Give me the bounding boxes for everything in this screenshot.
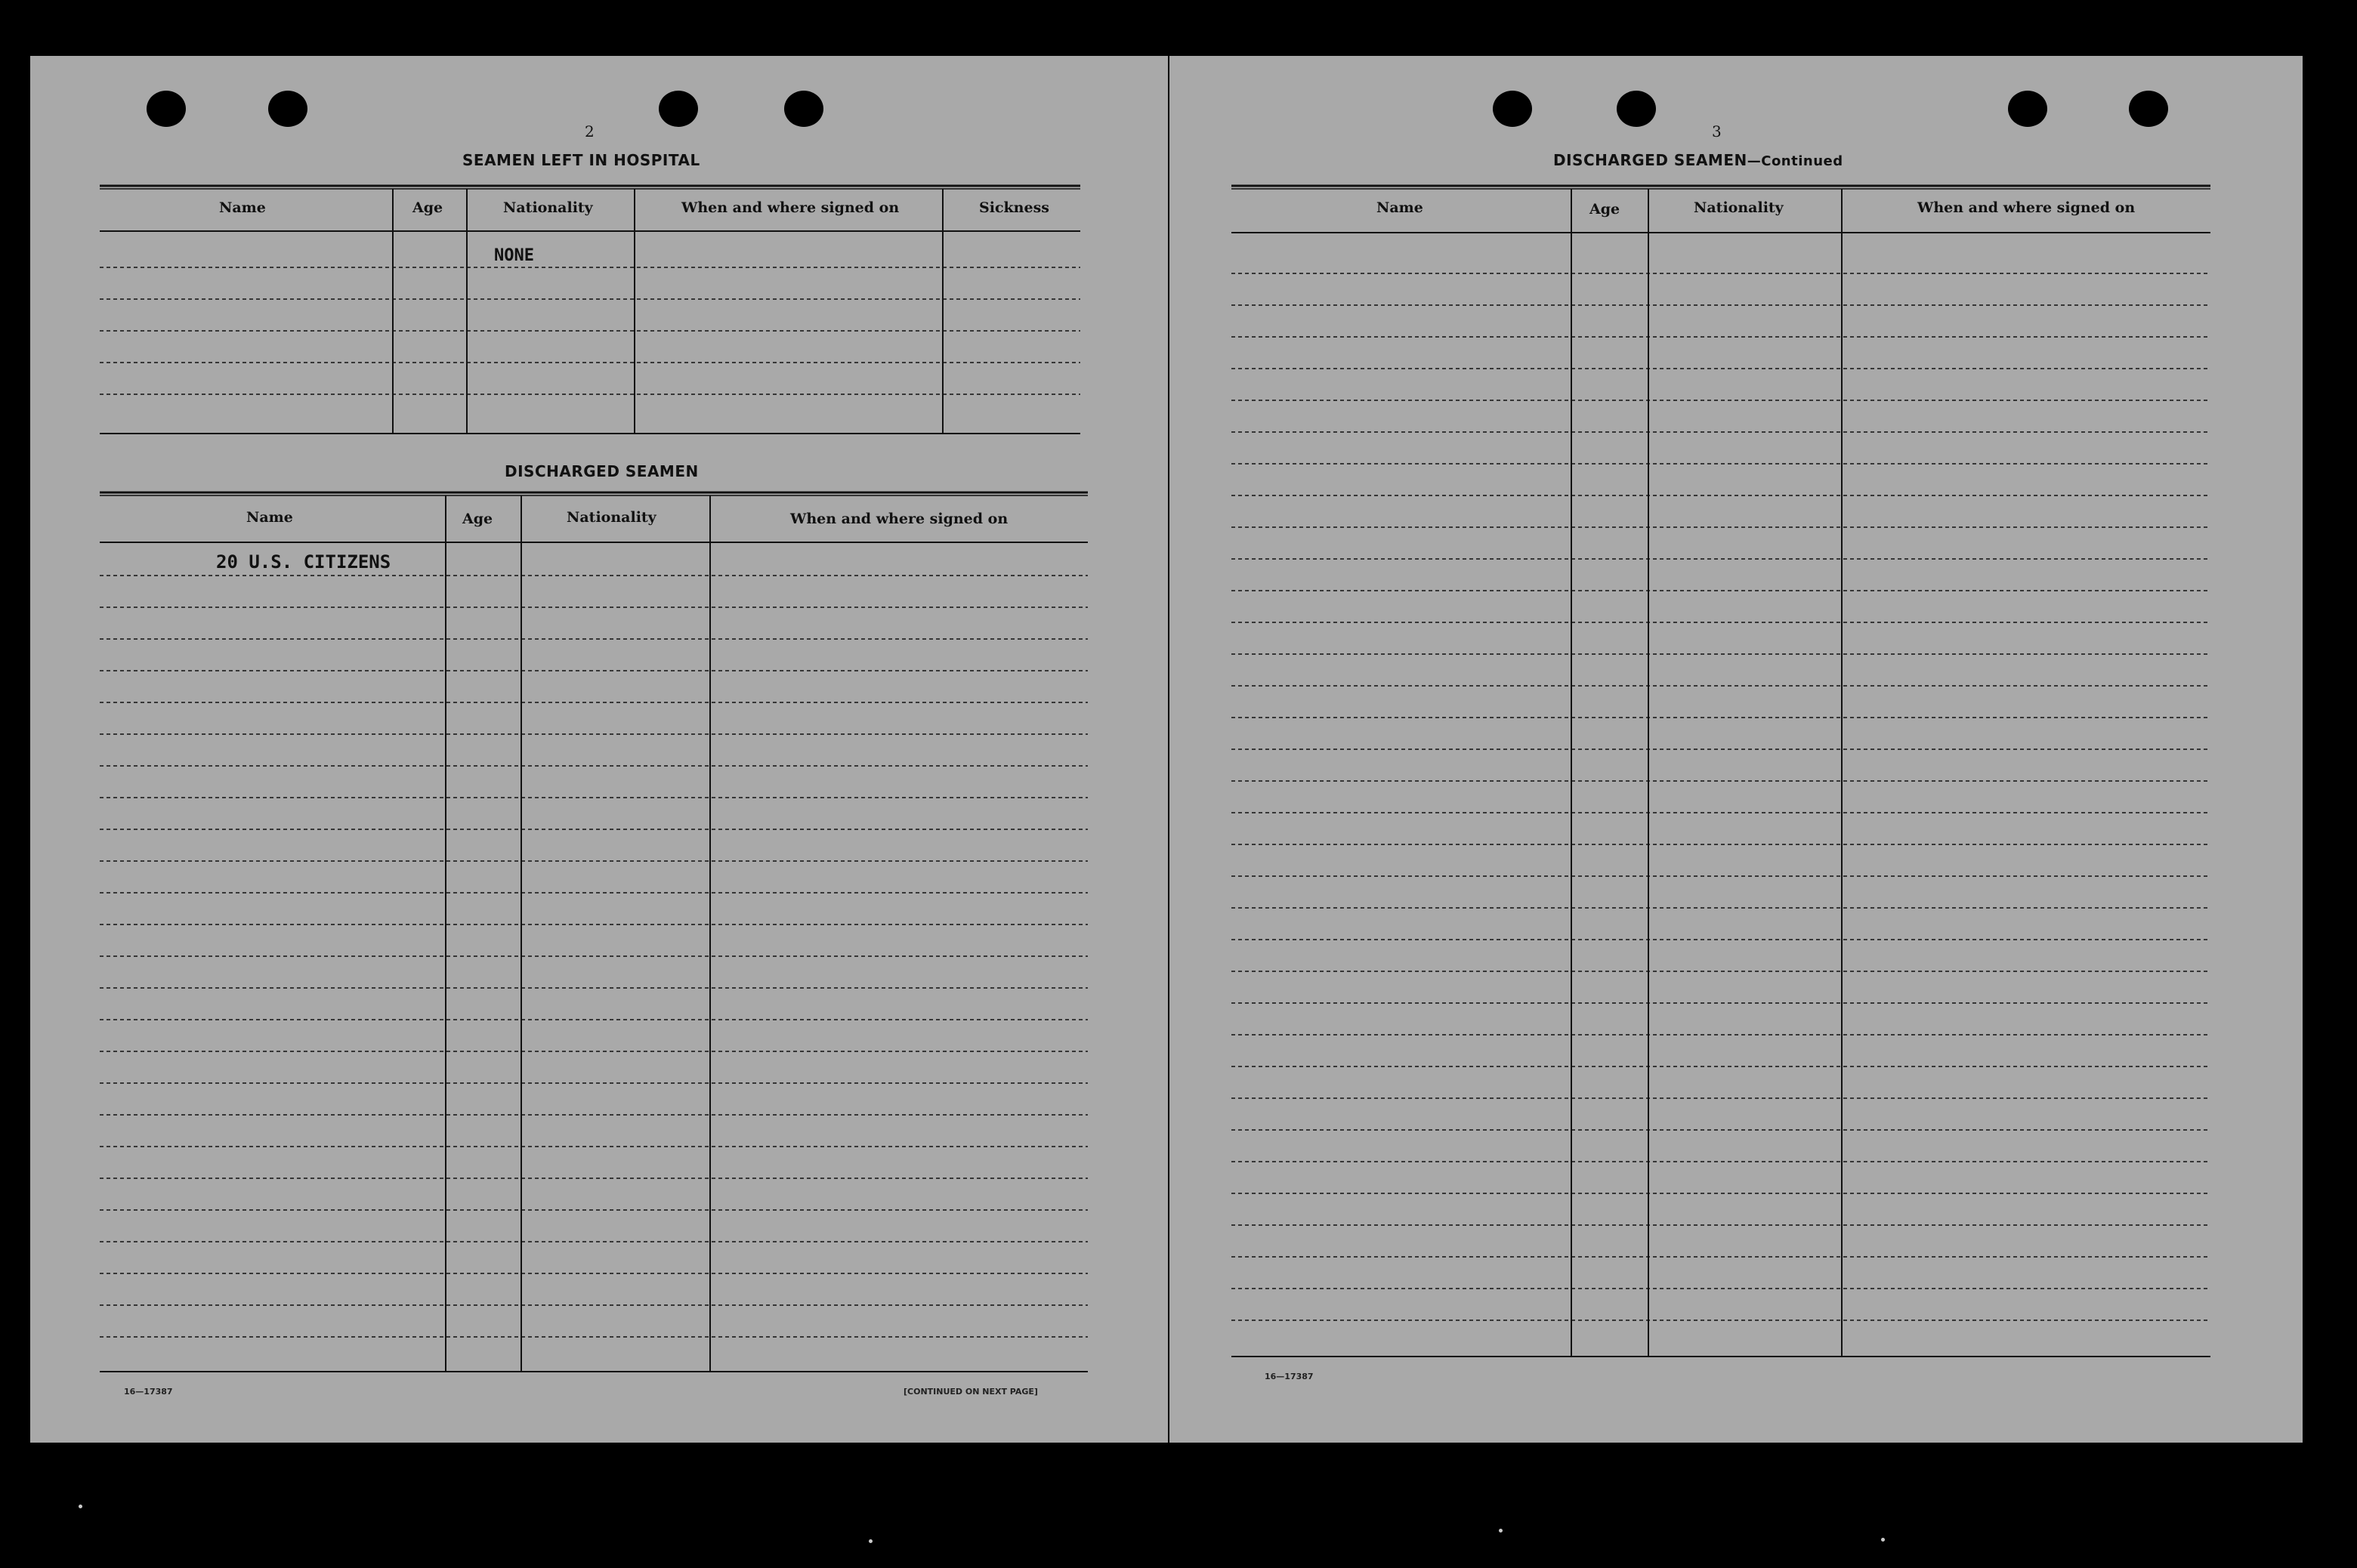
scan-speck [1881,1538,1885,1542]
form-number: 16—17387 [124,1387,173,1397]
hospital-entry-nationality: NONE [494,246,534,265]
title-continued: —Continued [1747,153,1843,169]
discharged-col-name: Name [246,509,293,526]
right-form-grid [1169,56,2303,1443]
right-page [1169,56,2303,1443]
left-page [30,56,1168,1443]
hospital-col-age: Age [412,199,443,216]
discharged-section-title: DISCHARGED SEAMEN [505,462,699,480]
col-nationality: Nationality [1694,199,1784,216]
scan-speck [1499,1529,1503,1533]
scan-speck [869,1539,873,1543]
hospital-section-title: SEAMEN LEFT IN HOSPITAL [462,151,700,169]
page-number: 3 [1712,122,1722,140]
hospital-col-sickness: Sickness [979,199,1049,216]
continued-note: [CONTINUED ON NEXT PAGE] [904,1387,1038,1397]
hospital-col-nationality: Nationality [503,199,593,216]
form-number: 16—17387 [1265,1372,1314,1381]
left-form-grid [30,56,1168,1443]
hospital-col-name: Name [219,199,266,216]
col-name: Name [1376,199,1423,216]
col-signed-on: When and where signed on [1917,199,2136,216]
page-number: 2 [585,122,595,140]
hospital-col-signed-on: When and where signed on [681,199,900,216]
scan-speck [79,1505,82,1508]
discharged-col-nationality: Nationality [567,509,656,526]
title-main: DISCHARGED SEAMEN [1553,151,1747,169]
col-age: Age [1589,201,1620,218]
discharged-col-signed-on: When and where signed on [790,511,1009,527]
discharged-entry-name: 20 U.S. CITIZENS [216,551,391,573]
discharged-col-age: Age [462,511,493,527]
